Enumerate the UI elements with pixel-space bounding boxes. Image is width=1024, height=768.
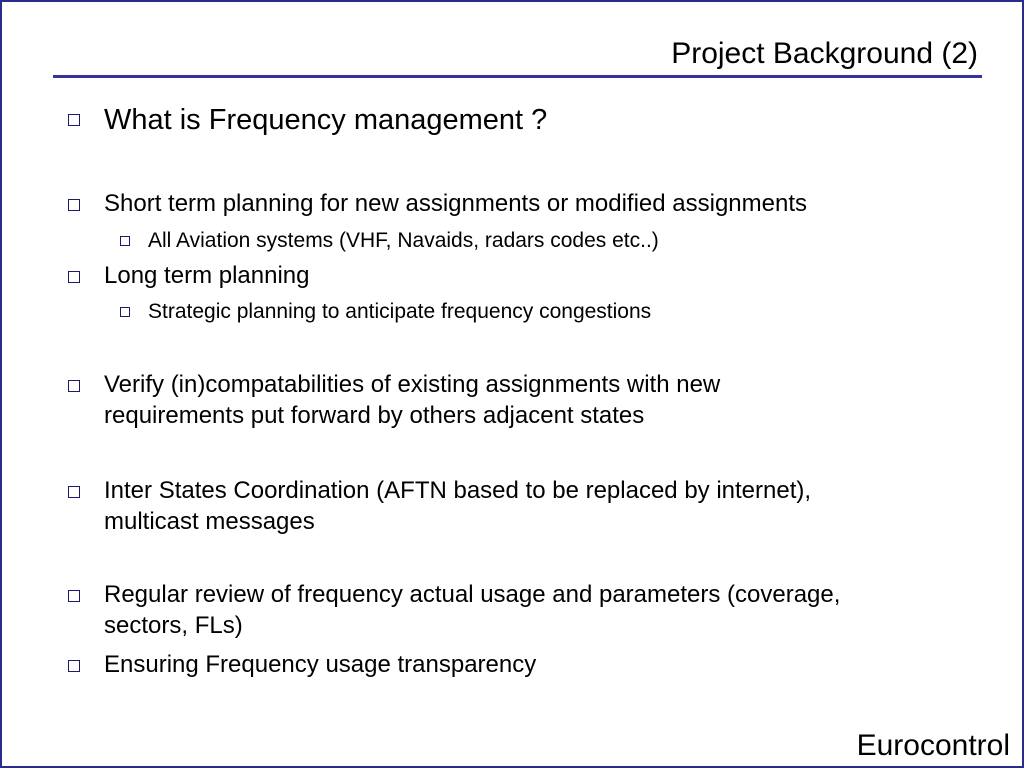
hollow-square-icon	[68, 380, 80, 392]
footer-brand: Eurocontrol	[856, 729, 1010, 762]
hollow-square-icon	[68, 660, 80, 672]
bullet-text: Short term planning for new assignments or modified assignments	[104, 190, 808, 217]
title-underline	[53, 75, 982, 78]
hollow-square-icon	[68, 114, 80, 126]
bullet-text-line: multicast messages	[104, 508, 315, 535]
sub-bullet-text: All Aviation systems (VHF, Navaids, radars codes etc..)	[148, 229, 659, 252]
hollow-square-icon	[120, 236, 130, 246]
bullet-text-line: Verify (in)compatabilities of existing assignments with new	[104, 371, 721, 398]
hollow-square-icon	[68, 486, 80, 498]
bullet-text-line: sectors, FLs)	[104, 612, 243, 639]
hollow-square-icon	[68, 590, 80, 602]
bullet-text-line: requirements put forward by others adjacent states	[104, 402, 645, 429]
bullet-text-line: Inter States Coordination (AFTN based to be replaced by internet),	[104, 477, 812, 504]
hollow-square-icon	[120, 307, 130, 317]
bullet-text-line: Regular review of frequency actual usage and parameters (coverage,	[104, 581, 841, 608]
hollow-square-icon	[68, 271, 80, 283]
sub-bullet-text: Strategic planning to anticipate frequency congestions	[148, 300, 652, 323]
bullet-text: Long term planning	[104, 262, 310, 289]
bullet-text: Ensuring Frequency usage transparency	[104, 651, 537, 678]
slide-title: Project Background (2)	[671, 37, 978, 70]
hollow-square-icon	[68, 199, 80, 211]
bullet-text: What is Frequency management ?	[104, 104, 548, 136]
